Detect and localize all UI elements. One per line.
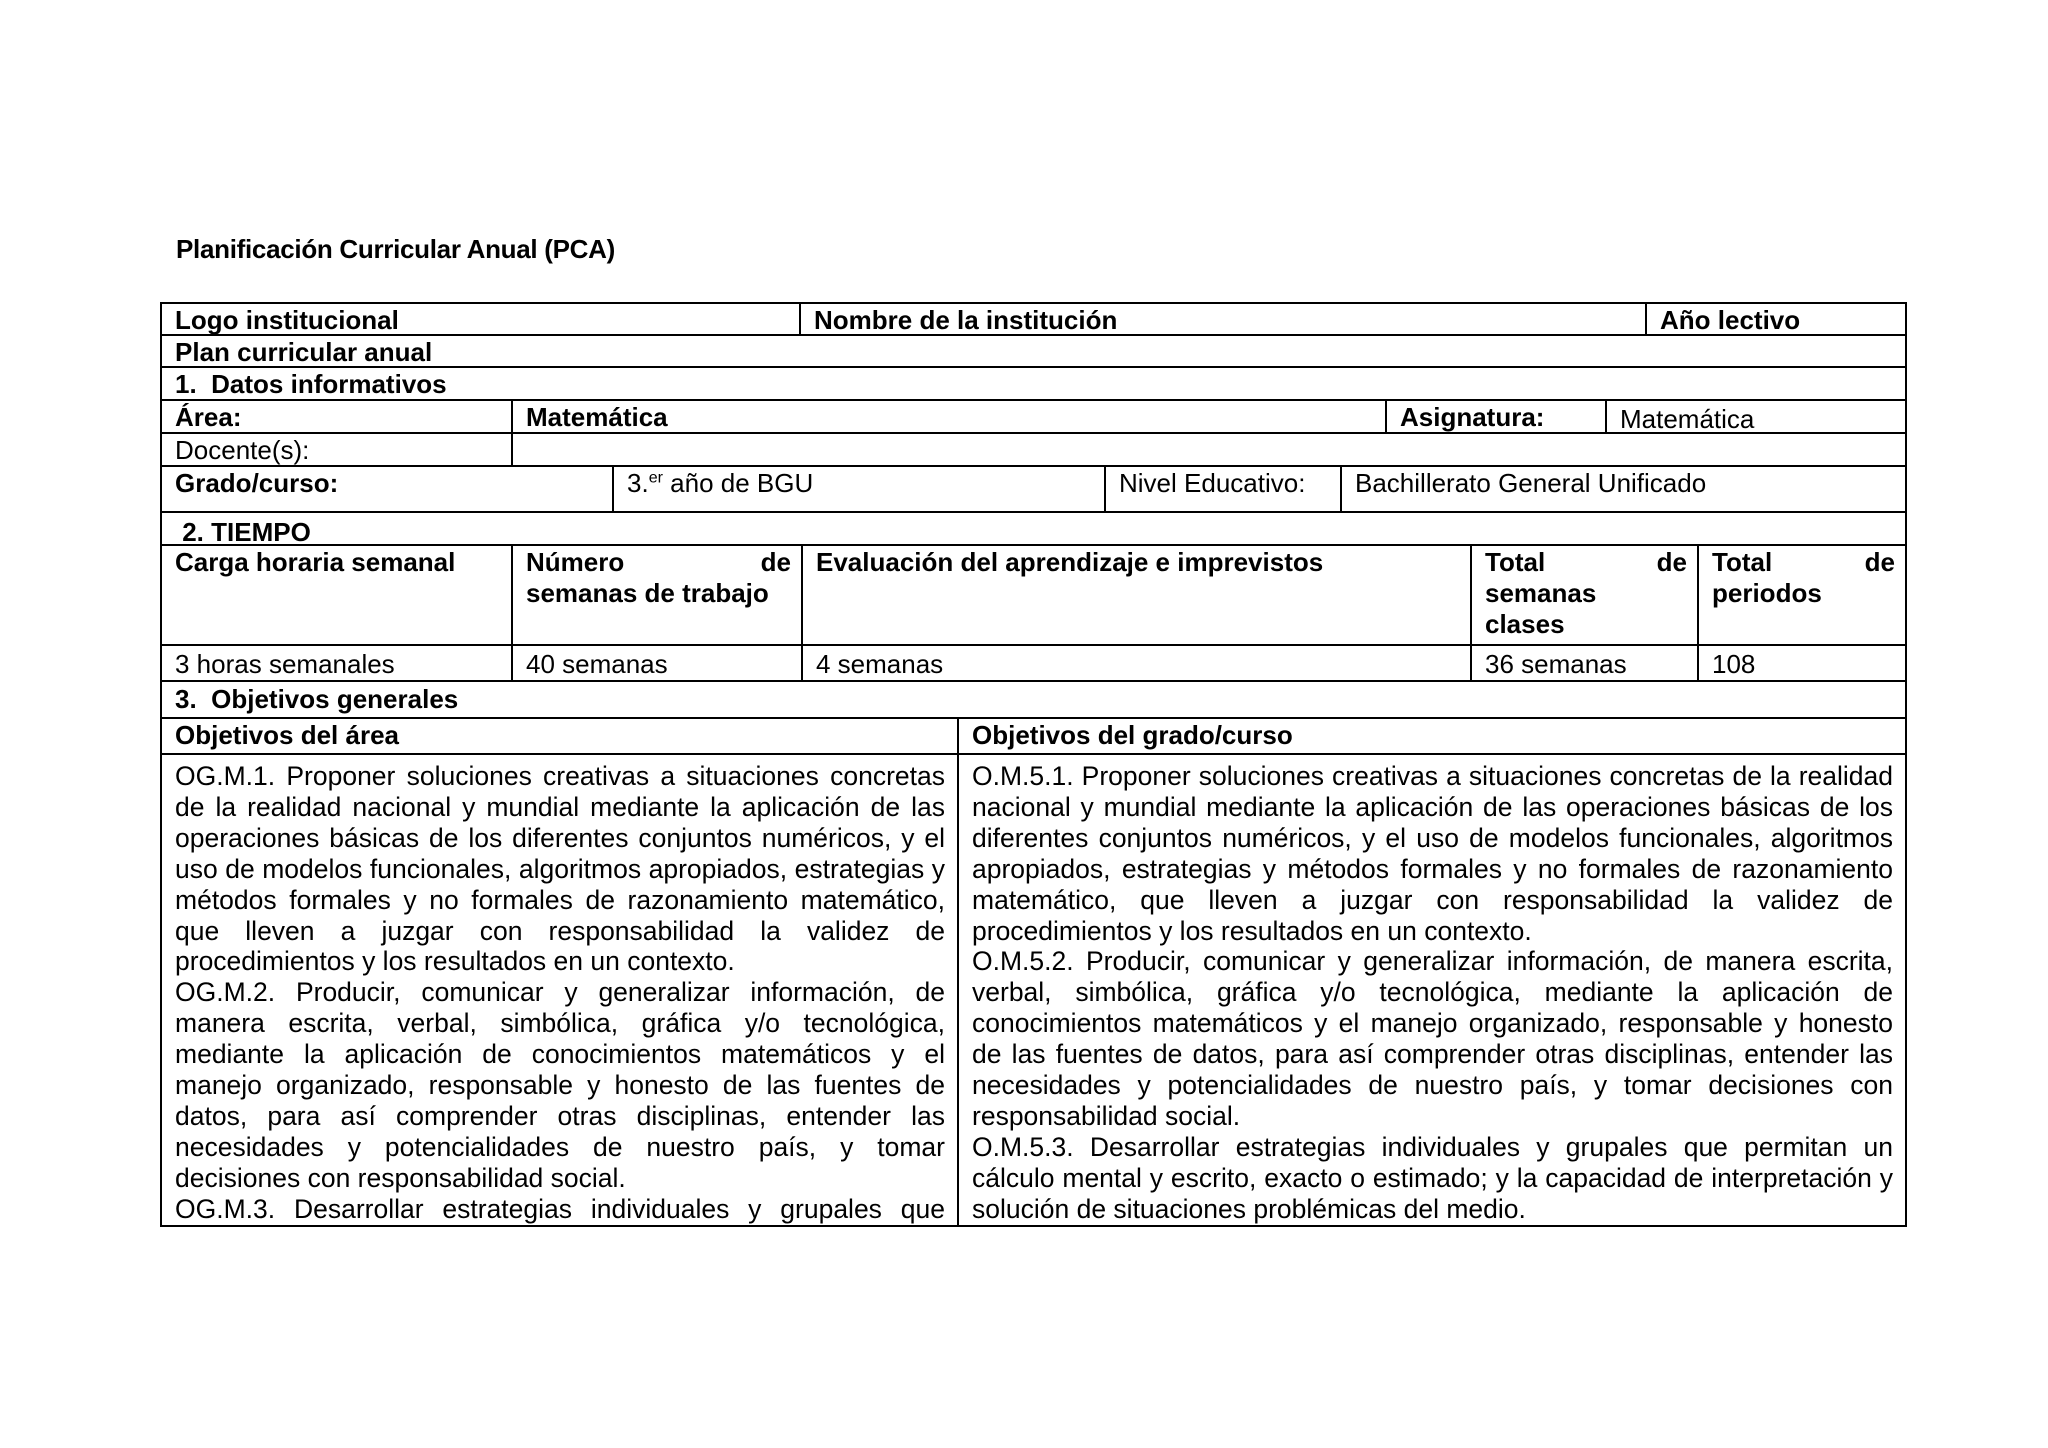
teacher-label: Docente(s): — [175, 435, 310, 465]
level-label: Nivel Educativo: — [1104, 467, 1340, 511]
section3-title: 3. Objetivos generales — [175, 684, 459, 714]
plan-label: Plan curricular anual — [175, 337, 433, 366]
grade-prefix: 3. — [627, 468, 649, 498]
area-row — [160, 399, 1907, 434]
grade-objective-3: O.M.5.3. Desarrollar estrategias individuales y grupales que permitan un cálculo mental y escrito, exacto o estimado; y la capacidad de interpretación y solución de situaciones problémicas del medio. — [972, 1131, 1893, 1224]
total-periods-value: 108 — [1697, 646, 1905, 680]
document-title: Planificación Curricular Anual (PCA) — [176, 234, 615, 264]
total-weeks-header-line1: Total de — [1485, 547, 1687, 577]
total-periods-header — [1697, 546, 1905, 644]
area-objective-1: OG.M.1. Proponer soluciones creativas a situaciones concretas de la realidad nacional y mundial mediante la aplicación de las operaciones básicas de los diferentes conjuntos numéricos, y el uso de modelos funcionales, algoritmos apropiados, estrategias y métodos formales y no formales de razonamiento matemático, que lleven a juzgar con responsabilidad la validez de procedimientos y los resultados en un contexto. — [175, 761, 945, 977]
total-weeks-value: 36 semanas — [1470, 646, 1697, 680]
total-weeks-header-line2: semanas — [1485, 578, 1597, 608]
grade-label: Grado/curso: — [175, 468, 339, 498]
logo-label: Logo institucional — [175, 305, 399, 334]
objectives-header-row — [160, 717, 1907, 755]
section2-title-row — [160, 511, 1907, 546]
grade-sup: er — [648, 469, 663, 487]
area-value: Matemática — [511, 401, 1385, 432]
plan-row — [160, 334, 1907, 368]
grade-row — [160, 465, 1907, 513]
total-weeks-header-line3: clases — [1485, 609, 1565, 639]
section1-title: 1. Datos informativos — [175, 369, 447, 399]
subject-label: Asignatura: — [1385, 401, 1605, 432]
grade-objective-1: O.M.5.1. Proponer soluciones creativas a situaciones concretas de la realidad nacional y mundial mediante la aplicación de las operaciones básicas de los diferentes conjuntos numéricos, y el uso de modelos funcionales, algoritmos apropiados, estrategias y métodos formales y no formales de razonamiento matemático, que lleven a juzgar con responsabilidad la validez de procedimientos y los resultados en un contexto. — [972, 761, 1893, 946]
grade-suffix: año de BGU — [662, 468, 814, 498]
evaluation-value: 4 semanas — [801, 646, 1470, 680]
total-periods-header-line1: Total de — [1712, 547, 1895, 577]
teacher-value — [511, 434, 1905, 465]
grade-objectives — [957, 755, 1905, 1225]
teacher-row — [160, 432, 1907, 467]
grade-objectives-header: Objetivos del grado/curso — [957, 719, 1905, 753]
subject-value: Matemática — [1605, 401, 1905, 432]
section1-title-row — [160, 366, 1907, 401]
header-row — [160, 302, 1907, 336]
total-weeks-header — [1470, 546, 1697, 644]
load-value: 3 horas semanales — [175, 649, 395, 679]
institution-label: Nombre de la institución — [799, 304, 1645, 334]
time-values-row — [160, 644, 1907, 682]
area-objectives-header: Objetivos del área — [175, 720, 399, 750]
section3-title-row — [160, 680, 1907, 719]
area-objective-2: OG.M.2. Producir, comunicar y generalizar información, de manera escrita, verbal, simbólica, gráfica y/o tecnológica, mediante la aplicación de conocimientos matemáticos y el manejo organizado, responsable y honesto de las fuentes de datos, para así comprender otras disciplinas, entender las necesidades y potencialidades de nuestro país, y tomar decisiones con responsabilidad social. — [175, 977, 945, 1193]
grade-objective-2: O.M.5.2. Producir, comunicar y generalizar información, de manera escrita, verbal, simbólica, gráfica y/o tecnológica, mediante la aplicación de conocimientos matemáticos y el manejo organizado, responsable y honesto de las fuentes de datos, para así comprender otras disciplinas, entender las necesidades y potencialidades de nuestro país, y tomar decisiones con responsabilidad social. — [972, 946, 1893, 1131]
area-objective-3: OG.M.3. Desarrollar estrategias individuales y grupales que — [175, 1193, 945, 1224]
total-periods-header-line2: periodos — [1712, 578, 1822, 608]
level-value: Bachillerato General Unificado — [1340, 467, 1905, 511]
weeks-header-line1: Número de — [526, 547, 791, 577]
weeks-value: 40 semanas — [511, 646, 801, 680]
area-label: Área: — [175, 402, 242, 432]
area-objectives — [162, 755, 957, 1225]
section2-title: 2. TIEMPO — [175, 517, 311, 544]
evaluation-header: Evaluación del aprendizaje e imprevistos — [801, 546, 1470, 644]
objectives-content-row — [160, 753, 1907, 1227]
weeks-header — [511, 546, 801, 644]
weeks-header-line2: semanas de trabajo — [526, 578, 769, 608]
year-label: Año lectivo — [1645, 304, 1905, 334]
load-header: Carga horaria semanal — [175, 547, 456, 577]
grade-value — [612, 467, 1104, 511]
time-header-row — [160, 544, 1907, 646]
